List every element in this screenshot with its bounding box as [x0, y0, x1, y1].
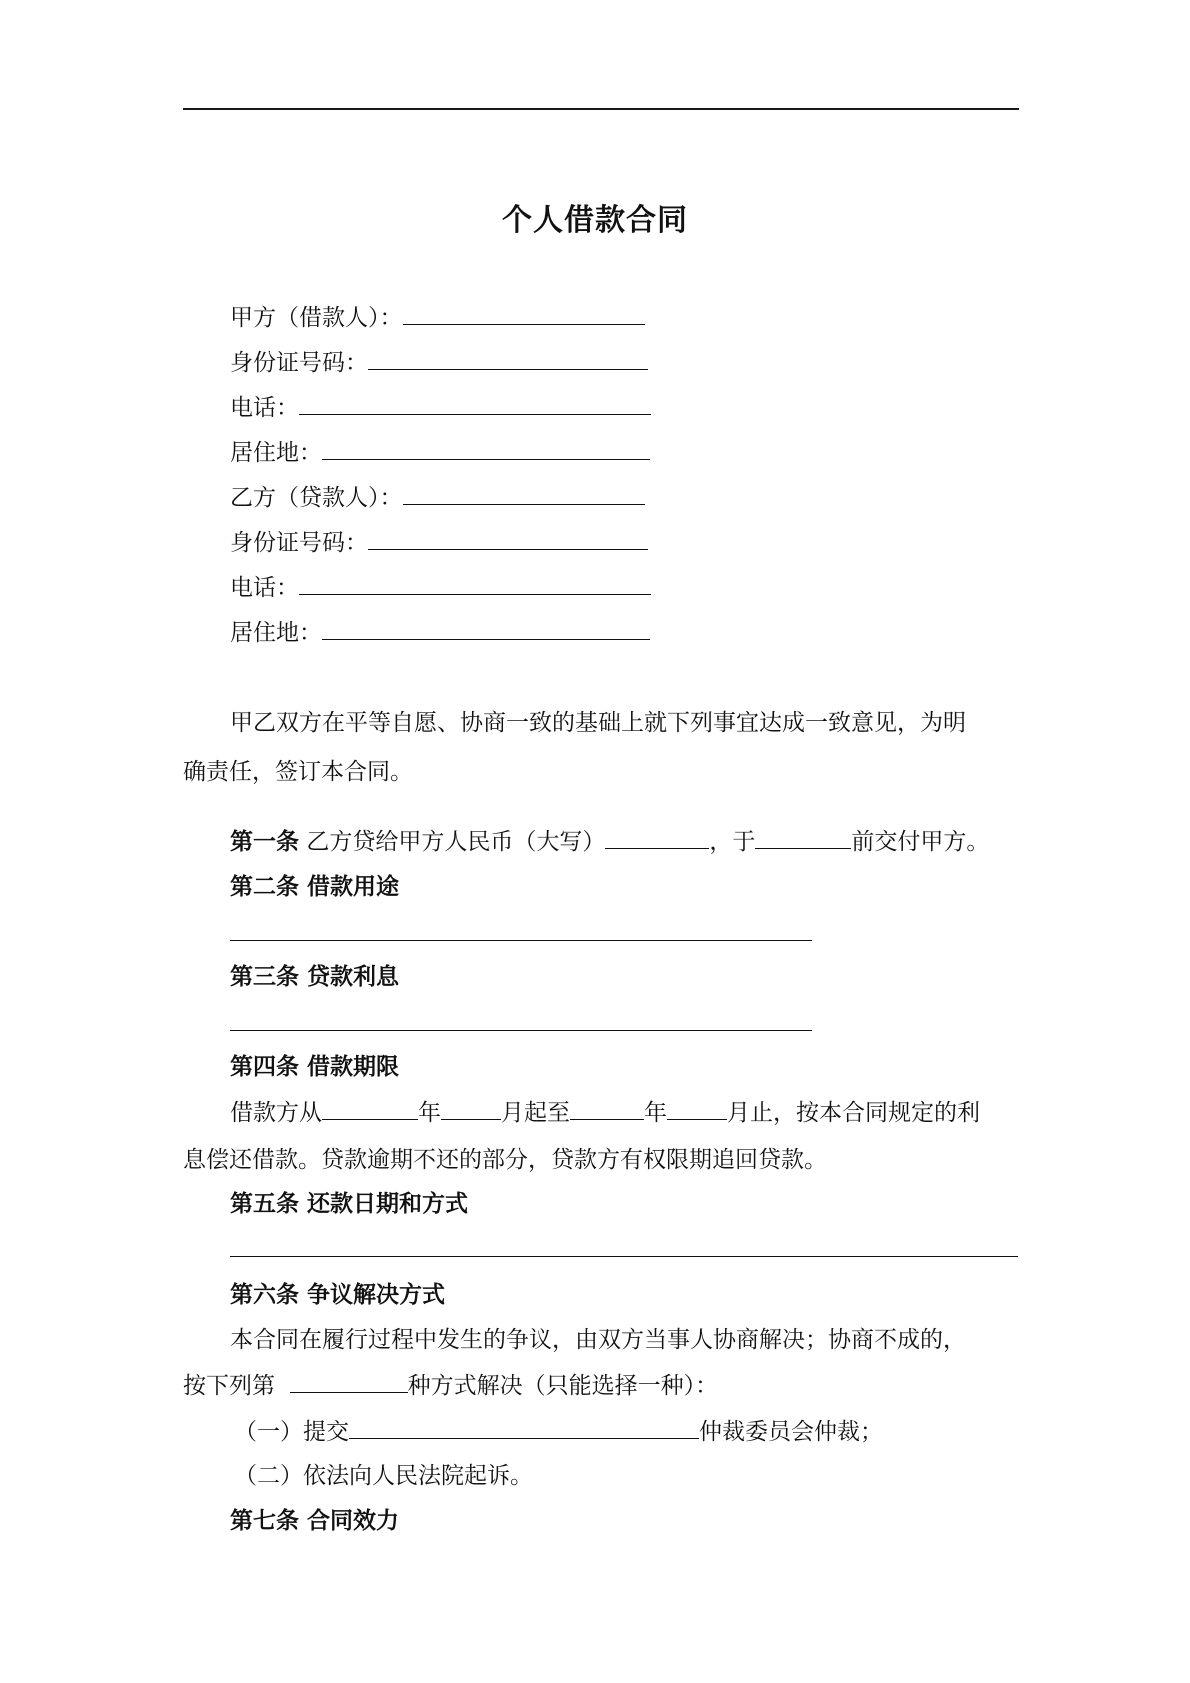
- article-title: 还款日期和方式: [307, 1190, 469, 1217]
- field-label: 甲方（借款人）：: [230, 305, 403, 331]
- article-text: 仲裁委员会仲裁；: [699, 1419, 883, 1445]
- document-title: 个人借款合同: [502, 203, 688, 238]
- article-title: 争议解决方式: [307, 1281, 446, 1308]
- field-label: 身份证号码：: [230, 350, 368, 376]
- field-label: 身份证号码：: [230, 530, 368, 556]
- article-text: 按下列第: [183, 1373, 275, 1399]
- article-text: 年: [644, 1100, 667, 1126]
- article-heading: 第七条: [230, 1507, 299, 1534]
- article-text: 月止，按本合同规定的利: [727, 1100, 980, 1126]
- article-text: （一）提交: [234, 1419, 349, 1445]
- intro-line-2: 确责任，签订本合同。: [183, 759, 413, 785]
- field-label: 电话：: [230, 575, 299, 601]
- article-text: 月起至: [501, 1100, 570, 1126]
- article-title: 合同效力: [307, 1507, 400, 1534]
- blank-line: [368, 527, 648, 550]
- article-heading: 第四条: [230, 1053, 299, 1080]
- blank-line: [441, 1097, 501, 1120]
- party-b-address-field: [230, 617, 650, 648]
- blank-line: [570, 1097, 644, 1120]
- blank-line: [322, 617, 650, 640]
- article-title: 贷款利息: [307, 963, 400, 990]
- article-heading: 第五条: [230, 1190, 299, 1217]
- party-a-name-field: [230, 302, 645, 333]
- intro-line-1: 甲乙双方在平等自愿、协商一致的基础上就下列事宜达成一致意见，为明: [230, 710, 966, 736]
- party-a-id-field: [230, 347, 648, 378]
- blank-line: [230, 1256, 1018, 1257]
- article-3-heading: [230, 962, 399, 992]
- article-4-heading: [230, 1052, 399, 1082]
- blank-line: [322, 437, 650, 460]
- article-5-heading: [230, 1189, 468, 1219]
- article-text: 借款方从: [230, 1100, 322, 1126]
- article-text: 前交付甲方。: [851, 829, 990, 855]
- article-1: [230, 826, 989, 857]
- blank-line: [403, 302, 645, 325]
- article-text: 年: [418, 1100, 441, 1126]
- field-label: 电话：: [230, 395, 299, 421]
- field-label: 居住地：: [230, 440, 322, 466]
- blank-line: [349, 1416, 699, 1439]
- date-blank: [755, 826, 851, 849]
- blank-line: [368, 347, 648, 370]
- article-6-line-1: 本合同在履行过程中发生的争议，由双方当事人协商解决；协商不成的，: [230, 1327, 966, 1353]
- article-title: 借款用途: [307, 873, 400, 900]
- article-6-option-2: （二）依法向人民法院起诉。: [234, 1463, 533, 1489]
- article-text: 乙方贷给甲方人民币（大写）: [306, 829, 606, 855]
- article-4-line-1: [230, 1097, 980, 1128]
- article-6-heading: [230, 1280, 445, 1310]
- blank-line: [322, 1097, 418, 1120]
- article-heading: 第一条: [230, 828, 299, 855]
- blank-line: [290, 1370, 408, 1393]
- article-heading: 第三条: [230, 963, 299, 990]
- blank-line: [299, 572, 651, 595]
- blank-line: [230, 940, 812, 941]
- field-label: 居住地：: [230, 620, 322, 646]
- article-heading: 第六条: [230, 1281, 299, 1308]
- party-b-phone-field: [230, 572, 651, 603]
- field-label: 乙方（贷款人）：: [230, 485, 403, 511]
- party-b-name-field: [230, 482, 645, 513]
- blank-line: [667, 1097, 727, 1120]
- article-text: ，于: [709, 829, 756, 855]
- article-heading: 第二条: [230, 873, 299, 900]
- party-b-id-field: [230, 527, 648, 558]
- party-a-address-field: [230, 437, 650, 468]
- amount-blank: [605, 826, 709, 849]
- article-7-heading: [230, 1506, 399, 1536]
- header-rule: [183, 108, 1019, 110]
- party-a-phone-field: [230, 392, 651, 423]
- blank-line: [230, 1030, 812, 1031]
- article-text: 种方式解决（只能选择一种）：: [407, 1373, 719, 1399]
- article-6-line-2: [183, 1370, 718, 1401]
- blank-line: [299, 392, 651, 415]
- article-title: 借款期限: [307, 1053, 400, 1080]
- article-4-line-2: 息偿还借款。贷款逾期不还的部分，贷款方有权限期追回贷款。: [183, 1147, 827, 1173]
- article-6-option-1: [234, 1416, 883, 1447]
- blank-line: [403, 482, 645, 505]
- article-2-heading: [230, 872, 399, 902]
